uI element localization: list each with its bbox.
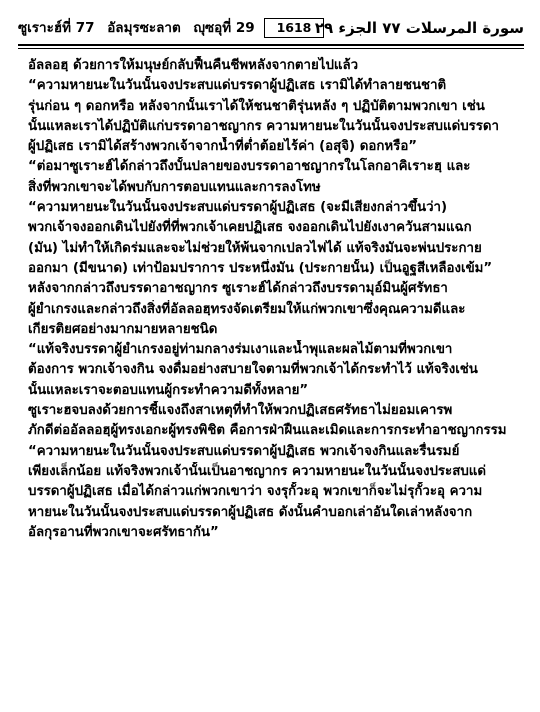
text-line: “ความหายนะในวันนั้นจงประสบแด่บรรดาผู้ปฏิเสธ เรามิได้ทำลายชนชาติ [28,78,447,94]
page-header [18,18,524,44]
surah-name: อัลมุรซะลาต [107,20,181,36]
juz-label: ญุซอุที่ 29 [193,20,255,36]
text-line: ผู้ปฏิเสธ เรามิได้สร้างพวกเจ้าจากน้ำที่ต่ำต้อยไร้ค่า (อสุจิ) ดอกหรือ” [28,139,418,155]
text-line: สิ่งที่พวกเขาจะได้พบกับการตอบแทนและการลงโทษ [28,179,321,195]
text-line: บรรดาผู้ปฏิเสธ เมื่อได้กล่าวแก่พวกเขาว่า จงรุกั้วะอุ พวกเขาก็จะไม่รุกั้วะอุ ความ [28,484,483,500]
header-surah-info [18,18,263,38]
header-rule [18,44,524,46]
text-line: หลังจากกล่าวถึงบรรดาอาชญากร ซูเราะฮ์ได้กล่าวถึงบรรดามุอ์มินผู้ศรัทธา [28,281,448,297]
text-line: เพียงเล็กน้อย แท้จริงพวกเจ้านั้นเป็นอาชญากร ความหายนะในวันนั้นจงประสบแด่ [28,463,486,479]
body-text [28,56,518,543]
text-line: หายนะในวันนั้นจงประสบแด่บรรดาผู้ปฏิเสธ ดังนั้นคำบอกเล่าอันใดเล่าหลังจาก [28,504,473,520]
text-line: “ต่อมาซูเราะฮ์ได้กล่าวถึงบั้นปลายของบรรดาอาชญากรในโลกอาคิเราะฮฺ และ [28,159,471,175]
text-line: อัลกุรอานที่พวกเขาจะศรัทธากัน” [28,524,219,540]
arabic-header-title: سورة المرسلات ٧٧ الجزء ٢٩ [314,19,524,37]
surah-number-label: ซูเราะฮ์ที่ 77 [18,20,95,36]
text-line: นั้นแหละเราจะตอบแทนผู้กระทำความดีทั้งหลาย” [28,382,309,398]
text-line: ผู้ยำเกรงและกล่าวถึงสิ่งที่อัลลอฮฺทรงจัดเตรียมให้แก่พวกเขาซึ่งคุณความดีและ [28,301,466,317]
text-line: “ความหายนะในวันนั้นจงประสบแด่บรรดาผู้ปฏิเสธ พวกเจ้าจงกินและรื่นรมย์ [28,443,460,459]
text-line: (มัน) ไม่ทำให้เกิดร่มและจะไม่ช่วยให้พ้นจากเปลวไฟได้ แท้จริงมันจะพ่นประกาย [28,240,482,256]
text-line: “ความหายนะในวันนั้นจงประสบแด่บรรดาผู้ปฏิเสธ (จะมีเสียงกล่าวขึ้นว่า) [28,200,448,216]
text-line: พวกเจ้าจงออกเดินไปยังที่ที่พวกเจ้าเคยปฏิเสธ จงออกเดินไปยังเงาควันสามแฉก [28,220,472,236]
header-rule-thin [18,48,524,49]
page-number: 1618 [264,18,324,38]
text-line: อัลลอฮฺ ด้วยการให้มนุษย์กลับฟื้นคืนชีพหลังจากตายไปแล้ว [28,58,359,73]
text-line: ออกมา (มีขนาด) เท่าป้อมปราการ ประหนึ่งมัน (ประกายนั้น) เป็นอูฐสีเหลืองเข้ม” [28,260,493,276]
text-line: เกียรติยศอย่างมากมายหลายชนิด [28,321,218,337]
text-line: ซูเราะฮจบลงด้วยการชี้แจงถึงสาเหตุที่ทำให้พวกปฏิเสธศรัทธาไม่ยอมเคารพ [28,403,453,419]
text-line: ต้องการ พวกเจ้าจงกิน จงดื่มอย่างสบายใจตามที่พวกเจ้าได้กระทำไว้ แท้จริงเช่น [28,362,478,378]
text-line: นั้นแหละเราได้ปฏิบัติแก่บรรดาอาชญากร ความหายนะในวันนั้นจงประสบแด่บรรดา [28,118,500,134]
text-line: ภักดีต่ออัลลอฮฺผู้ทรงเอกะผู้ทรงพิชิต คือการฝ่าฝืนและเมิดและการกระทำอาชญากรรม [28,423,507,439]
text-line: รุ่นก่อน ๆ ดอกหรือ หลังจากนั้นเราได้ให้ชนชาติรุ่นหลัง ๆ ปฏิบัติตามพวกเขา เช่น [28,98,485,114]
text-line: “แท้จริงบรรดาผู้ยำเกรงอยู่ท่ามกลางร่มเงาและน้ำพุและผลไม้ตามที่พวกเขา [28,342,453,358]
